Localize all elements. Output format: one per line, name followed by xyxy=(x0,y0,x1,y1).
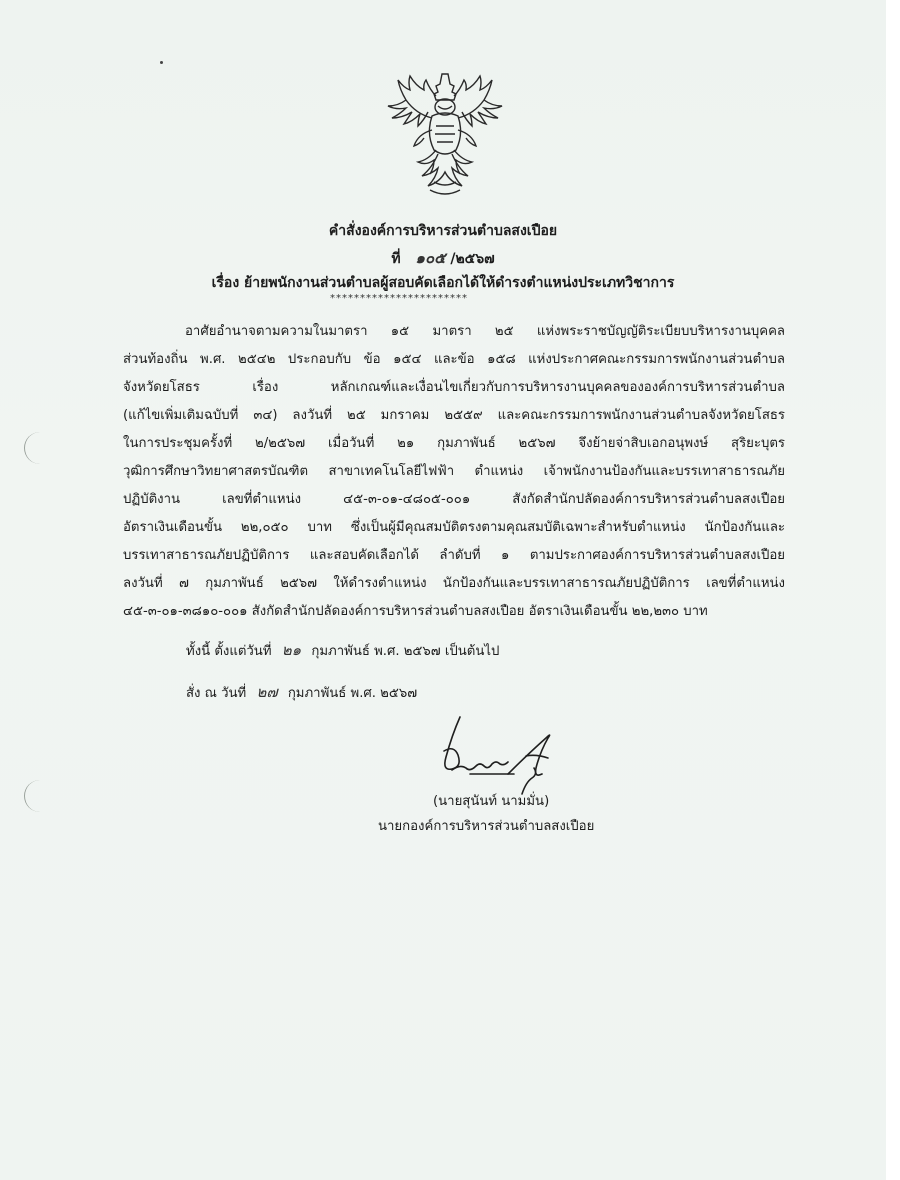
effective-suffix: กุมภาพันธ์ พ.ศ. ๒๕๖๗ เป็นต้นไป xyxy=(311,644,500,659)
signatory-position: นายกองค์การบริหารส่วนตำบลสงเปือย xyxy=(378,819,595,834)
ordered-date-line xyxy=(186,680,417,704)
order-title: คำสั่งองค์การบริหารส่วนตำบลสงเปือย xyxy=(328,223,558,239)
body-line: (แก้ไขเพิ่มเติมฉบับที่ ๓๔) ลงวันที่ ๒๕ มกราคม ๒๕๕๙ และคณะกรรมการพนักงานส่วนตำบลจังหวัดยโสธร xyxy=(123,408,785,423)
ordered-day-handwritten: ๒๗ xyxy=(256,683,278,701)
effective-day-handwritten: ๒๑ xyxy=(281,641,302,659)
effective-date-line xyxy=(186,638,499,662)
body-line: ๔๕-๓-๐๑-๓๘๑๐-๐๐๑ สังกัดสำนักปลัดองค์การบริหารส่วนตำบลสงเปือย อัตราเงินเดือนขั้น ๒๒,๒๓๐ บาท xyxy=(123,604,708,619)
signatory-name: (นายสุนันท์ นามมั่น) xyxy=(433,794,550,809)
ordered-suffix: กุมภาพันธ์ พ.ศ. ๒๕๖๗ xyxy=(287,686,418,701)
speck-mark xyxy=(160,61,163,64)
number-prefix: ที่ xyxy=(391,251,401,267)
body-line: อัตราเงินเดือนขั้น ๒๒,๐๕๐ บาท ซึ่งเป็นผู้มีคุณสมบัติตรงตามคุณสมบัติเฉพาะสำหรับตำแหน่ง นักป้องกันและ xyxy=(123,520,785,535)
ordered-prefix: สั่ง ณ วันที่ xyxy=(186,686,247,701)
body-line: อาศัยอำนาจตามความในมาตรา ๑๕ มาตรา ๒๕ แห่งพระราชบัญญัติระเบียบบริหารงานบุคคล xyxy=(185,324,785,339)
page-margin xyxy=(886,0,900,1180)
number-handwritten: ๑๐๕ xyxy=(415,249,446,267)
body-line: ปฏิบัติงาน เลขที่ตำแหน่ง ๔๕-๓-๐๑-๔๘๐๕-๐๐๑ สังกัดสำนักปลัดองค์การบริหารส่วนตำบลสงเปือย xyxy=(123,492,785,507)
order-number xyxy=(0,246,886,270)
body-line: ส่วนท้องถิ่น พ.ศ. ๒๕๔๒ ประกอบกับ ข้อ ๑๕๔ และข้อ ๑๕๘ แห่งประกาศคณะกรรมการพนักงานส่วนตำบล xyxy=(123,352,785,367)
garuda-emblem xyxy=(380,70,510,202)
body-line: ในการประชุมครั้งที่ ๒/๒๕๖๗ เมื่อวันที่ ๒๑ กุมภาพันธ์ ๒๕๖๗ จึงย้ายจ่าสิบเอกอนุพงษ์ สุริยะบุตร xyxy=(123,436,785,451)
effective-prefix: ทั้งนี้ ตั้งแต่วันที่ xyxy=(186,644,272,659)
body-line: ลงวันที่ ๗ กุมภาพันธ์ ๒๕๖๗ ให้ดำรงตำแหน่ง นักป้องกันและบรรเทาสาธารณภัยปฏิบัติการ เลขที่ตำแหน่ง xyxy=(123,576,785,591)
handwritten-signature xyxy=(430,712,570,798)
order-body xyxy=(123,318,785,626)
body-line: บรรเทาสาธารณภัยปฏิบัติการ และสอบคัดเลือกได้ ลำดับที่ ๑ ตามประกาศองค์การบริหารส่วนตำบลสงเปือย xyxy=(123,548,785,563)
subject-line: เรื่อง ย้ายพนักงานส่วนตำบลผู้สอบคัดเลือกได้ให้ดำรงตำแหน่งประเภทวิชาการ xyxy=(211,275,675,291)
separator-stars: *********************** xyxy=(330,293,468,304)
body-line: จังหวัดยโสธร เรื่อง หลักเกณฑ์และเงื่อนไขเกี่ยวกับการบริหารงานบุคคลขององค์การบริหารส่วนตำบล xyxy=(123,380,785,395)
body-line: วุฒิการศึกษาวิทยาศาสตรบัณฑิต สาขาเทคโนโลยีไฟฟ้า ตำแหน่ง เจ้าพนักงานป้องกันและบรรเทาสาธารณภัย xyxy=(123,464,785,479)
number-suffix: /๒๕๖๗ xyxy=(450,251,495,267)
